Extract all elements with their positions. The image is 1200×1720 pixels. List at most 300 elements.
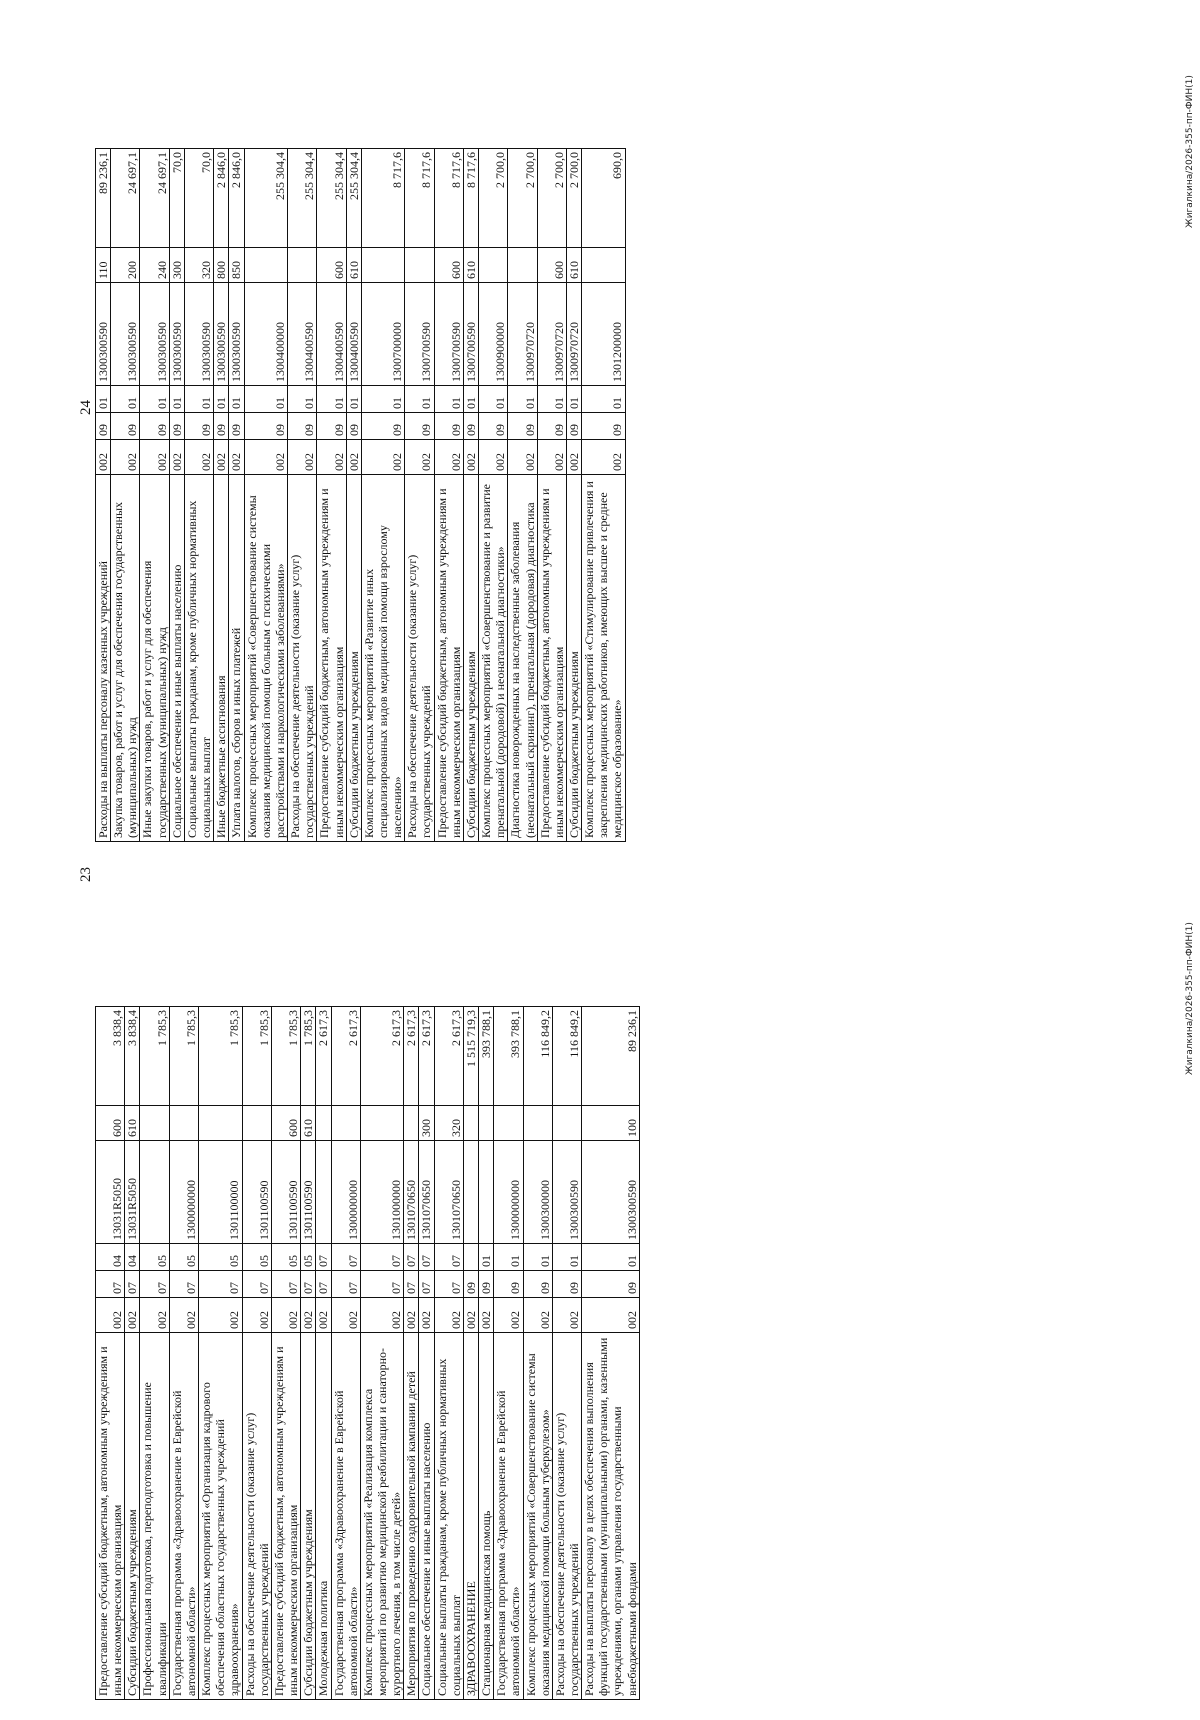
row-section-code: 07 [96, 1271, 125, 1298]
row-expense-type-code: 610 [567, 248, 582, 283]
budget-table [95, 148, 626, 842]
row-ved-code: 002 [169, 440, 184, 475]
row-amount: 24 697,1 [111, 149, 140, 248]
table-row [242, 1007, 271, 1700]
row-amount: 690,0 [582, 149, 625, 248]
row-target-code: 1301000000 [360, 1141, 403, 1244]
table-row [479, 1007, 494, 1700]
row-expense-type-code [523, 1106, 552, 1141]
row-name: Государственная программа «Здравоохранение в Еврейской автономной области» [494, 1333, 523, 1700]
row-target-code: 1300400590 [317, 283, 346, 386]
row-section-code: 09 [537, 413, 566, 440]
row-expense-type-code [360, 1106, 403, 1141]
row-name: Расходы на обеспечение деятельности (оказание услуг) государственных учреждений [288, 475, 317, 842]
row-target-code: 1300970720 [567, 283, 582, 386]
row-name: Социальное обеспечение и иные выплаты населению [419, 1333, 434, 1700]
row-name: Расходы на выплаты персоналу казенных учреждений [96, 475, 111, 842]
row-target-code: 1300400000 [244, 283, 287, 386]
row-ved-code: 002 [331, 1298, 360, 1333]
table-row [567, 149, 582, 842]
row-ved-code: 002 [242, 1298, 271, 1333]
row-amount: 1 785,3 [242, 1007, 271, 1106]
row-ved-code: 002 [434, 1298, 463, 1333]
row-target-code: 1300970720 [508, 283, 537, 386]
row-name: Социальные выплаты гражданам, кроме публичных нормативных социальных выплат [184, 475, 213, 842]
row-amount: 2 617,3 [331, 1007, 360, 1106]
table-row [288, 149, 317, 842]
row-amount: 2 846,0 [229, 149, 244, 248]
row-subsection-code: 01 [479, 386, 508, 413]
row-subsection-code: 07 [360, 1244, 403, 1271]
row-amount: 116 849,2 [552, 1007, 581, 1106]
row-target-code: 1300700590 [463, 283, 478, 386]
row-amount: 1 785,3 [169, 1007, 198, 1106]
row-section-code: 07 [140, 1271, 169, 1298]
table-row [96, 1007, 125, 1700]
row-target-code: 1300300590 [229, 283, 244, 386]
row-ved-code: 002 [479, 440, 508, 475]
row-expense-type-code: 610 [125, 1106, 140, 1141]
row-amount: 1 515 719,3 [463, 1007, 478, 1106]
table-row [169, 149, 184, 842]
row-target-code: 1301100590 [242, 1141, 271, 1244]
row-name: Комплекс процессных мероприятий «Развитие иных специализированных видов медицинской помощи взрослому населению» [361, 475, 404, 842]
row-expense-type-code: 610 [346, 248, 361, 283]
row-section-code: 09 [479, 413, 508, 440]
budget-table-wrapper [95, 148, 626, 842]
row-name: ЗДРАВООХРАНЕНИЕ [463, 1333, 478, 1700]
row-target-code [479, 1141, 494, 1244]
row-name: Расходы на выплаты персоналу в целях обеспечения выполнения функций государственными (муниципальными) органами, казенными учреждениями, органами управления государственными внебюджетными фондами [582, 1333, 640, 1700]
row-amount: 8 717,6 [361, 149, 404, 248]
row-amount: 8 717,6 [405, 149, 434, 248]
row-ved-code: 002 [419, 1298, 434, 1333]
row-amount: 2 700,0 [567, 149, 582, 248]
row-section-code: 07 [404, 1271, 419, 1298]
row-target-code: 1301200000 [582, 283, 625, 386]
row-name: Субсидии бюджетным учреждениям [125, 1333, 140, 1700]
budget-table-body [96, 149, 626, 842]
row-amount: 1 785,3 [271, 1007, 300, 1106]
row-name: Предоставление субсидий бюджетным, автономным учреждениям и иным некоммерческим организациям [434, 475, 463, 842]
row-expense-type-code: 300 [419, 1106, 434, 1141]
row-amount: 255 304,4 [288, 149, 317, 248]
row-expense-type-code [405, 248, 434, 283]
row-section-code: 09 [479, 1271, 494, 1298]
row-target-code: 1300300590 [96, 283, 111, 386]
row-target-code: 1300000000 [494, 1141, 523, 1244]
row-subsection-code: 05 [169, 1244, 198, 1271]
row-ved-code: 002 [361, 440, 404, 475]
table-row [537, 149, 566, 842]
row-ved-code: 002 [405, 440, 434, 475]
row-expense-type-code [479, 1106, 494, 1141]
row-expense-type-code: 600 [434, 248, 463, 283]
row-name: Предоставление субсидий бюджетным, автономным учреждениям и иным некоммерческим организациям [96, 1333, 125, 1700]
row-ved-code: 002 [229, 440, 244, 475]
row-subsection-code: 01 [552, 1244, 581, 1271]
table-row [96, 149, 111, 842]
row-amount: 89 236,1 [582, 1007, 640, 1106]
row-subsection-code: 05 [140, 1244, 169, 1271]
row-expense-type-code [552, 1106, 581, 1141]
row-expense-type-code [582, 248, 625, 283]
row-subsection-code: 07 [419, 1244, 434, 1271]
row-amount: 24 697,1 [140, 149, 169, 248]
row-subsection-code: 01 [140, 386, 169, 413]
row-ved-code: 002 [96, 1298, 125, 1333]
page-23 [0, 860, 1200, 1720]
row-expense-type-code [242, 1106, 271, 1141]
row-name: Комплекс процессных мероприятий «Совершенствование системы оказания медицинской помощи больным с психическими расстройствами и наркологическими заболеваниями» [244, 475, 287, 842]
row-subsection-code [463, 1244, 478, 1271]
row-name: Комплекс процессных мероприятий «Организация кадрового обеспечения областных государственных учреждений здравоохранения» [199, 1333, 242, 1700]
row-ved-code: 002 [199, 1298, 242, 1333]
row-name: Мероприятия по проведению оздоровительной кампании детей [404, 1333, 419, 1700]
row-expense-type-code: 850 [229, 248, 244, 283]
table-row [199, 1007, 242, 1700]
row-section-code: 09 [288, 413, 317, 440]
row-amount: 2 617,3 [360, 1007, 403, 1106]
row-amount: 2 700,0 [537, 149, 566, 248]
table-row [140, 1007, 169, 1700]
table-row [552, 1007, 581, 1700]
row-subsection-code: 01 [169, 386, 184, 413]
budget-table-body [96, 1007, 640, 1700]
row-amount: 3 838,4 [96, 1007, 125, 1106]
row-ved-code: 002 [523, 1298, 552, 1333]
row-subsection-code: 01 [317, 386, 346, 413]
table-row [360, 1007, 403, 1700]
row-section-code: 09 [317, 413, 346, 440]
row-section-code: 09 [346, 413, 361, 440]
row-amount: 255 304,4 [346, 149, 361, 248]
row-subsection-code: 01 [494, 1244, 523, 1271]
row-expense-type-code [169, 1106, 198, 1141]
row-subsection-code: 01 [229, 386, 244, 413]
row-subsection-code: 01 [463, 386, 478, 413]
row-target-code: 13031R5050 [96, 1141, 125, 1244]
row-name: Иные закупки товаров, работ и услуг для обеспечения государственных (муниципальных) нужд [140, 475, 169, 842]
table-row [229, 149, 244, 842]
row-ved-code: 002 [404, 1298, 419, 1333]
row-section-code: 09 [96, 413, 111, 440]
row-subsection-code: 01 [96, 386, 111, 413]
row-target-code: 1300300590 [582, 1141, 640, 1244]
row-ved-code: 002 [317, 440, 346, 475]
row-ved-code: 002 [508, 440, 537, 475]
row-expense-type-code: 600 [537, 248, 566, 283]
row-ved-code: 002 [125, 1298, 140, 1333]
row-expense-type-code: 600 [96, 1106, 125, 1141]
row-subsection-code: 07 [404, 1244, 419, 1271]
row-amount: 1 785,3 [140, 1007, 169, 1106]
row-subsection-code: 05 [271, 1244, 300, 1271]
row-subsection-code: 05 [242, 1244, 271, 1271]
row-amount: 2 846,0 [214, 149, 229, 248]
row-name: Иные бюджетные ассигнования [214, 475, 229, 842]
row-section-code: 07 [301, 1271, 316, 1298]
row-ved-code: 002 [346, 440, 361, 475]
document-footer: Жигалкина/2026-355-пп-ФИН(1) [1185, 922, 1195, 1075]
row-amount: 8 717,6 [463, 149, 478, 248]
row-name: Субсидии бюджетным учреждениям [463, 475, 478, 842]
row-subsection-code: 01 [582, 1244, 640, 1271]
row-expense-type-code: 600 [317, 248, 346, 283]
row-section-code: 09 [361, 413, 404, 440]
row-subsection-code: 05 [199, 1244, 242, 1271]
table-row [463, 149, 478, 842]
row-expense-type-code [199, 1106, 242, 1141]
row-name: Государственная программа «Здравоохранение в Еврейской автономной области» [331, 1333, 360, 1700]
row-section-code: 09 [463, 1271, 478, 1298]
row-amount: 255 304,4 [317, 149, 346, 248]
table-row [271, 1007, 300, 1700]
row-ved-code: 002 [244, 440, 287, 475]
row-expense-type-code [288, 248, 317, 283]
row-section-code: 09 [552, 1271, 581, 1298]
row-subsection-code: 01 [288, 386, 317, 413]
table-row [244, 149, 287, 842]
row-subsection-code: 01 [214, 386, 229, 413]
row-name: Предоставление субсидий бюджетным, автономным учреждениям и иным некоммерческим организациям [317, 475, 346, 842]
row-section-code: 07 [169, 1271, 198, 1298]
row-amount: 3 838,4 [125, 1007, 140, 1106]
row-target-code: 1301070650 [419, 1141, 434, 1244]
row-section-code: 09 [508, 413, 537, 440]
row-section-code: 09 [229, 413, 244, 440]
row-expense-type-code [140, 1106, 169, 1141]
row-name: Комплекс процессных мероприятий «Стимулирование привлечения и закрепления медицинских работников, имеющих высшее и среднее медицинское образование» [582, 475, 625, 842]
row-ved-code: 002 [111, 440, 140, 475]
row-section-code: 09 [523, 1271, 552, 1298]
row-ved-code: 002 [463, 1298, 478, 1333]
row-subsection-code: 01 [346, 386, 361, 413]
row-ved-code: 002 [567, 440, 582, 475]
row-name: Субсидии бюджетным учреждениям [567, 475, 582, 842]
table-row [140, 149, 169, 842]
row-section-code: 07 [271, 1271, 300, 1298]
row-ved-code: 002 [463, 440, 478, 475]
row-subsection-code: 01 [405, 386, 434, 413]
row-name: Комплекс процессных мероприятий «Совершенствование и развитие пренатальной (дородовой) и неонатальной диагностики» [479, 475, 508, 842]
row-target-code: 1300300590 [169, 283, 184, 386]
row-amount: 1 785,3 [199, 1007, 242, 1106]
row-target-code: 1300700000 [361, 283, 404, 386]
row-name: Закупка товаров, работ и услуг для обеспечения государственных (муниципальных) нужд [111, 475, 140, 842]
row-section-code: 09 [494, 1271, 523, 1298]
row-expense-type-code: 100 [582, 1106, 640, 1141]
row-name: Диагностика новорожденных на наследственные заболевания (неонатальный скрининг), пренатальная (дородовая) диагностика [508, 475, 537, 842]
row-section-code: 07 [199, 1271, 242, 1298]
row-target-code: 1300000000 [169, 1141, 198, 1244]
row-expense-type-code: 600 [271, 1106, 300, 1141]
row-target-code: 1301070650 [404, 1141, 419, 1244]
row-expense-type-code: 320 [184, 248, 213, 283]
table-row [463, 1007, 478, 1700]
row-target-code: 1300700590 [434, 283, 463, 386]
row-amount: 70,0 [184, 149, 213, 248]
row-subsection-code: 01 [111, 386, 140, 413]
row-target-code: 1300400590 [288, 283, 317, 386]
row-section-code: 07 [360, 1271, 403, 1298]
row-ved-code: 002 [301, 1298, 316, 1333]
row-target-code [463, 1141, 478, 1244]
table-row [301, 1007, 316, 1700]
row-ved-code: 002 [479, 1298, 494, 1333]
row-section-code: 07 [316, 1271, 331, 1298]
row-target-code: 1300300590 [214, 283, 229, 386]
row-expense-type-code: 240 [140, 248, 169, 283]
row-expense-type-code: 200 [111, 248, 140, 283]
row-ved-code: 002 [96, 440, 111, 475]
table-row [434, 149, 463, 842]
row-expense-type-code: 610 [301, 1106, 316, 1141]
row-ved-code: 002 [214, 440, 229, 475]
row-expense-type-code: 320 [434, 1106, 463, 1141]
row-section-code: 09 [214, 413, 229, 440]
table-row [419, 1007, 434, 1700]
table-row [405, 149, 434, 842]
row-name: Расходы на обеспечение деятельности (оказание услуг) государственных учреждений [552, 1333, 581, 1700]
table-row [404, 1007, 419, 1700]
row-ved-code: 002 [434, 440, 463, 475]
table-row [316, 1007, 331, 1700]
table-row [169, 1007, 198, 1700]
table-row [508, 149, 537, 842]
row-section-code: 09 [567, 413, 582, 440]
row-name: Профессиональная подготовка, переподготовка и повышение квалификации [140, 1333, 169, 1700]
row-name: Молодежная политика [316, 1333, 331, 1700]
row-target-code: 1301070650 [434, 1141, 463, 1244]
row-expense-type-code: 110 [96, 248, 111, 283]
row-ved-code: 002 [582, 1298, 640, 1333]
table-row [214, 149, 229, 842]
row-name: Комплекс процессных мероприятий «Реализация комплекса мероприятий по развитию медицинской реабилитации и санаторно-курортного лечения, в том числе детей» [360, 1333, 403, 1700]
row-amount: 2 700,0 [508, 149, 537, 248]
row-section-code: 09 [463, 413, 478, 440]
row-expense-type-code [361, 248, 404, 283]
row-name: Социальное обеспечение и иные выплаты населению [169, 475, 184, 842]
row-ved-code: 002 [316, 1298, 331, 1333]
row-amount: 393 788,1 [479, 1007, 494, 1106]
row-amount: 2 617,3 [434, 1007, 463, 1106]
row-target-code [140, 1141, 169, 1244]
table-row [111, 149, 140, 842]
row-section-code: 07 [242, 1271, 271, 1298]
table-row [479, 149, 508, 842]
row-section-code: 09 [434, 413, 463, 440]
row-name: Субсидии бюджетным учреждениям [301, 1333, 316, 1700]
table-row [331, 1007, 360, 1700]
row-ved-code: 002 [184, 440, 213, 475]
row-name: Предоставление субсидий бюджетным, автономным учреждениям и иным некоммерческим организациям [537, 475, 566, 842]
row-subsection-code: 01 [582, 386, 625, 413]
row-expense-type-code [316, 1106, 331, 1141]
row-name: Расходы на обеспечение деятельности (оказание услуг) государственных учреждений [405, 475, 434, 842]
row-amount: 116 849,2 [523, 1007, 552, 1106]
row-subsection-code: 01 [508, 386, 537, 413]
row-subsection-code: 01 [537, 386, 566, 413]
table-row [523, 1007, 552, 1700]
row-name: Социальные выплаты гражданам, кроме публичных нормативных социальных выплат [434, 1333, 463, 1700]
row-section-code: 09 [582, 1271, 640, 1298]
row-target-code: 1300700590 [405, 283, 434, 386]
row-ved-code: 002 [494, 1298, 523, 1333]
row-expense-type-code [404, 1106, 419, 1141]
row-ved-code: 002 [140, 1298, 169, 1333]
row-target-code: 1301100590 [301, 1141, 316, 1244]
table-row [317, 149, 346, 842]
row-subsection-code: 01 [479, 1244, 494, 1271]
row-target-code: 1300300590 [111, 283, 140, 386]
row-section-code: 09 [405, 413, 434, 440]
row-subsection-code: 04 [125, 1244, 140, 1271]
row-subsection-code: 01 [567, 386, 582, 413]
row-target-code: 1300300590 [140, 283, 169, 386]
document-footer: Жигалкина/2026-355-пп-ФИН(1) [1185, 75, 1195, 228]
row-section-code: 07 [331, 1271, 360, 1298]
row-ved-code: 002 [582, 440, 625, 475]
table-row [125, 1007, 140, 1700]
row-target-code: 1300970720 [537, 283, 566, 386]
row-section-code: 07 [434, 1271, 463, 1298]
row-section-code: 07 [419, 1271, 434, 1298]
row-target-code: 1300000000 [331, 1141, 360, 1244]
row-target-code: 1300300590 [552, 1141, 581, 1244]
row-subsection-code: 04 [96, 1244, 125, 1271]
table-row [582, 149, 625, 842]
row-amount: 2 617,3 [404, 1007, 419, 1106]
row-subsection-code: 01 [184, 386, 213, 413]
row-amount: 70,0 [169, 149, 184, 248]
row-expense-type-code [331, 1106, 360, 1141]
row-target-code: 1300300000 [523, 1141, 552, 1244]
row-ved-code: 002 [360, 1298, 403, 1333]
page-number: 24 [78, 400, 94, 415]
row-target-code: 1300300590 [184, 283, 213, 386]
row-section-code: 09 [582, 413, 625, 440]
row-expense-type-code [244, 248, 287, 283]
row-amount: 2 617,3 [316, 1007, 331, 1106]
row-target-code: 1301100000 [199, 1141, 242, 1244]
row-name: Уплата налогов, сборов и иных платежей [229, 475, 244, 842]
row-name: Предоставление субсидий бюджетным, автономным учреждениям и иным некоммерческим организациям [271, 1333, 300, 1700]
table-row [361, 149, 404, 842]
table-row [582, 1007, 640, 1700]
row-name: Субсидии бюджетным учреждениям [346, 475, 361, 842]
row-ved-code: 002 [169, 1298, 198, 1333]
row-amount: 1 785,3 [301, 1007, 316, 1106]
budget-table-wrapper [95, 1006, 640, 1700]
table-row [494, 1007, 523, 1700]
row-target-code [316, 1141, 331, 1244]
page-number: 23 [78, 867, 94, 882]
row-target-code: 1300900000 [479, 283, 508, 386]
row-subsection-code: 01 [361, 386, 404, 413]
row-subsection-code: 01 [523, 1244, 552, 1271]
row-ved-code: 002 [271, 1298, 300, 1333]
row-subsection-code: 07 [331, 1244, 360, 1271]
row-name: Расходы на обеспечение деятельности (оказание услуг) государственных учреждений [242, 1333, 271, 1700]
row-subsection-code: 07 [434, 1244, 463, 1271]
table-row [434, 1007, 463, 1700]
row-expense-type-code: 300 [169, 248, 184, 283]
row-subsection-code: 05 [301, 1244, 316, 1271]
table-row [184, 149, 213, 842]
row-ved-code: 002 [140, 440, 169, 475]
row-amount: 8 717,6 [434, 149, 463, 248]
